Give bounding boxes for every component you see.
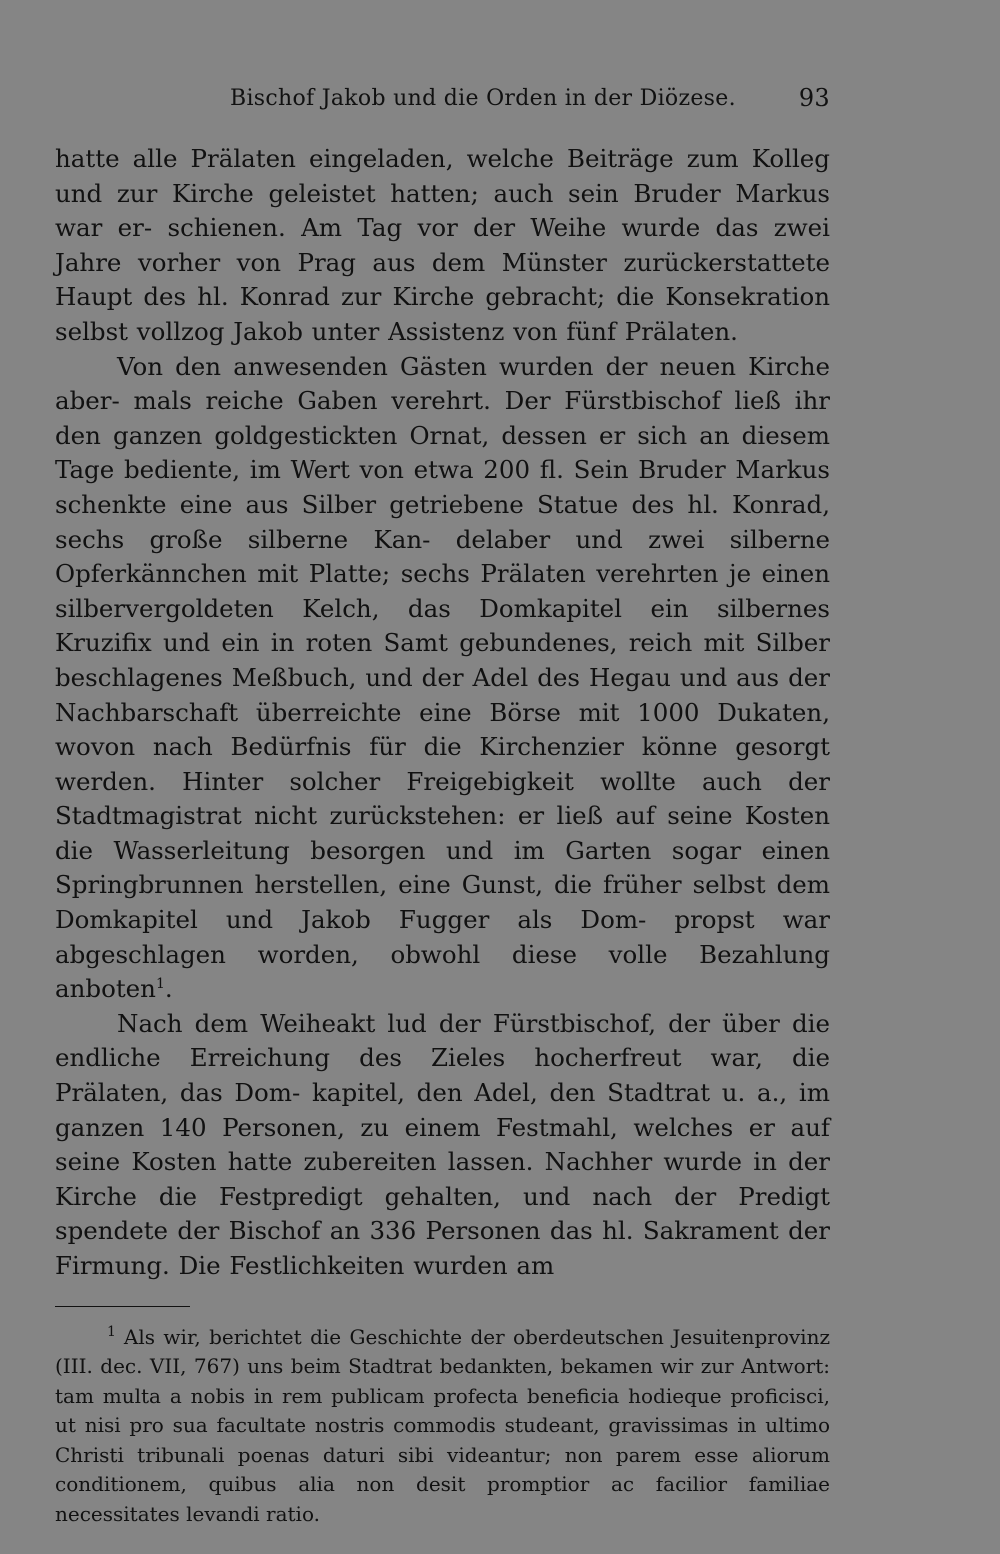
footnote-marker: 1: [107, 1323, 116, 1340]
footnote-divider: [55, 1306, 190, 1307]
running-head: Bischof Jakob und die Orden in der Diözese.: [230, 86, 736, 111]
paragraph-3: Nach dem Weiheakt lud der Fürstbischof, der über die endliche Erreichung des Zieles hocherfreut war, die Prälaten, das Dom- kapitel, den Adel, den Stadtrat u. a., im ganzen 140 Personen, zu einem Festmahl, welches er auf seine Kosten hatte zubereiten lassen. Nachher wurde in der Kirche die Festpredigt gehalten, und nach der Predigt spendete der Bischof an 336 Personen das hl. Sakrament der Firmung. Die Festlichkeiten wurden am: [55, 1008, 830, 1280]
footnote-text: Als wir, berichtet die Geschichte der oberdeutschen Jesuitenprovinz (III. dec. VII, 767) uns beim Stadtrat bedankten, bekamen wir zur Antwort: tam multa a nobis in rem publicam profecta beneficia hodieque proficisci, ut nisi pro sua facultate nostris commodis studeant, gravissimas in ultimo Christi tribunali poenas daturi sibi videantur; non parem esse aliorum conditionem, quibus alia non desit promptior ac facilior familiae necessitates levandi ratio.: [55, 1324, 830, 1526]
footnotes: [55, 1323, 830, 1530]
footnote-1: [55, 1323, 830, 1530]
paragraph-2: [55, 350, 830, 1007]
page-header: [55, 82, 830, 122]
footnote-reference: 1: [155, 976, 165, 993]
paragraph-1: hatte alle Prälaten eingeladen, welche Beiträge zum Kolleg und zur Kirche geleistet hatten; auch sein Bruder Markus war er- schienen. Am Tag vor der Weihe wurde das zwei Jahre vorher von Prag aus dem Münster zurückerstattete Haupt des hl. Konrad zur Kirche gebracht; die Konsekration selbst vollzog Jakob unter Assistenz von fünf Prälaten.: [55, 144, 830, 346]
page-number: 93: [798, 84, 830, 112]
main-text: [55, 142, 830, 1284]
paragraph-2-end: .: [164, 974, 173, 1004]
book-page: [55, 82, 830, 1529]
paragraph-2-text: Von den anwesenden Gästen wurden der neuen Kirche aber- mals reiche Gaben verehrt. Der Fürstbischof ließ ihr den ganzen goldgestickten Ornat, dessen er sich an diesem Tage bediente, im Wert von etwa 200 fl. Sein Bruder Markus schenkte eine aus Silber getriebene Statue des hl. Konrad, sechs große silberne Kan- delaber und zwei silberne Opferkännchen mit Platte; sechs Prälaten verehrten je einen silbervergoldeten Kelch, das Domkapitel ein silbernes Kruzifix und ein in roten Samt gebundenes, reich mit Silber beschlagenes Meßbuch, und der Adel des Hegau und aus der Nachbarschaft überreichte eine Börse mit 1000 Dukaten, wovon nach Bedürfnis für die Kirchenzier könne gesorgt werden. Hinter solcher Freigebigkeit wollte auch der Stadtmagistrat nicht zurückstehen: er ließ auf seine Kosten die Wasserleitung besorgen und im Garten sogar einen Springbrunnen herstellen, eine Gunst, die früher selbst dem Domkapitel und Jakob Fugger als Dom- propst war abgeschlagen worden, obwohl diese volle Bezahlung anboten: [55, 351, 830, 1004]
